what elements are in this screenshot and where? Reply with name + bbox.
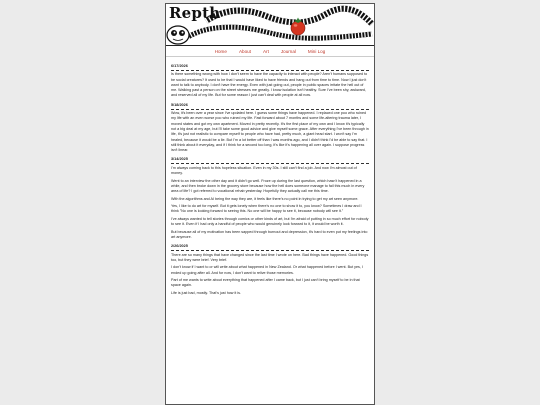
entry-paragraph: With the algorithms and AI being the way they are, it feels like there's no point in trying to get my art seen anymore. bbox=[171, 196, 359, 201]
journal-entry bbox=[171, 244, 369, 296]
entry-paragraph: Part of me wants to write about everything that happened after I came back, but I just can't bring myself to be in that space again. bbox=[171, 278, 360, 288]
journal-entry bbox=[171, 157, 369, 240]
entry-paragraph: Life is just bad, mostly. That's just how it is. bbox=[171, 290, 242, 295]
nav-link-mini-log[interactable]: Mini Log bbox=[307, 49, 326, 54]
entry-paragraph: But because all of my motivation has been sapped through burnout and depression, it's hard to even put my feelings into art anymore. bbox=[171, 229, 368, 239]
entry-paragraph: There are so many things that have changed since the last time I wrote on here. Bad things have happened. Good things too, but they were brief. Very brief. bbox=[171, 252, 369, 262]
entry-paragraph: Wow, it's been over a year since I've updated here. I guess some things have happened. I replaced one poo who ruined my life with an even worse poo who ruined my life. Fast forward about 7 months and some life-altering trauma later, I moved states and got my own apartment. Moved in pretty recently. It's the first place of my own and I know it's typically not a big deal at my age, but I'll take some good advice and give myself some grace. After everything I've been through in life, it's just not realistic to compare myself to people who have had, pretty much, a giant head start. I won't say I'm healed, because it would be a lie. But I'm a lot better off than I was months ago, and I didn't think I'd be able to say that. I still think about it everyday, and if I think for a second too long, it's like it's happening all over again. I suppose progress isn't linear. bbox=[171, 111, 369, 153]
entry-paragraph: Went to an interview the other day and it didn't go well. Froze up during the last question, which hasn't happened in a while, and then broke down in the grocery store because how the hell does someone manage to fail this much in every area of life? I got referred to vocational rehab yesterday. Hopefully they actually call me this time. bbox=[171, 178, 365, 194]
nav-link-journal[interactable]: Journal bbox=[280, 49, 296, 54]
nav-link-art[interactable]: Art bbox=[262, 49, 269, 54]
entry-paragraph: I've always wanted to tell stories through comics or other kinds of art, but I'm afraid of putting in so much effort for nobody to see it. Even if I had only a handful of people who would genuinely look forward to it, it would be worth it. bbox=[171, 216, 369, 227]
journal-content bbox=[166, 57, 374, 296]
entry-date: 2/26/2025 bbox=[171, 244, 369, 251]
entry-paragraph: I'm always coming back to this hopeless situation. Even in my 30s. I still can't find a job. And now I'm almost out of money. bbox=[171, 165, 357, 176]
entry-paragraph: Is there something wrong with how I don't seem to have the capacity to interact with people? Aren't humans supposed to be social creatures? It used to be that I would have liked to have friends and hang out from time to time. Now I just don't want to talk to anybody. I don't have the energy. Even with just going out, people in public spaces irritate the hell out of me. Walking past a person on the street stresses me greatly. I know isolation isn't healthy. Sure I've been shy, awkward, and reserved all of my life. But for some reason I just can't deal with people at all now. bbox=[171, 72, 368, 98]
entry-date: 5/18/2026 bbox=[171, 103, 369, 110]
main-nav bbox=[166, 47, 374, 57]
page-container bbox=[165, 3, 375, 405]
entry-paragraph: I don't know if I want to or will write about what happened in New Zealand. Or what happened before I went. But yes, I ended up going after all. And for now, I don't want to relive those memories. bbox=[171, 265, 363, 275]
site-banner bbox=[166, 4, 374, 46]
site-title: Repth bbox=[169, 4, 221, 22]
journal-entry bbox=[171, 64, 369, 99]
nav-link-home[interactable]: Home bbox=[214, 49, 227, 54]
nav-link-about[interactable]: About bbox=[238, 49, 251, 54]
entry-paragraph: Yes, I like to do art for myself. But it gets lonely when there's no one to show it to, you know? Sometimes I draw and I think "No one is looking forward to seeing this. No one will be happy to see it, because nobody will see it." bbox=[171, 204, 362, 214]
entry-date: 3/14/2025 bbox=[171, 157, 369, 164]
entry-date: 6/17/2026 bbox=[171, 64, 369, 71]
journal-entry bbox=[171, 103, 369, 154]
